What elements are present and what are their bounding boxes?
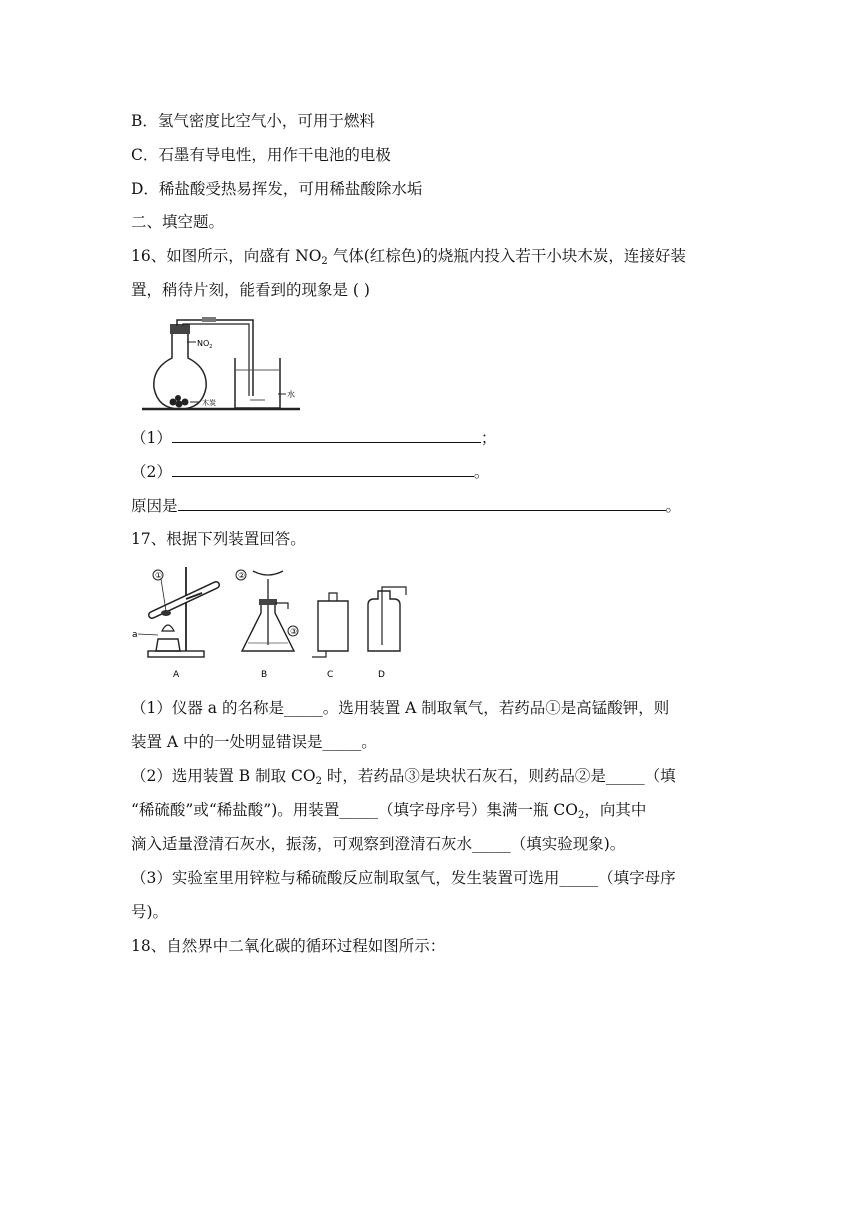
q16-line2: 置，稍待片刻，能看到的现象是 ( ) (131, 281, 370, 299)
answer-blank-1[interactable] (172, 426, 481, 443)
svg-text:a: a (132, 630, 138, 640)
option-b: B．氢气密度比空气小，可用于燃料 (131, 112, 375, 130)
svg-text:A: A (173, 670, 180, 680)
q17-p1-line2: 装置 A 中的一处明显错误是_____。 (131, 733, 377, 751)
answer-blank-2[interactable] (172, 460, 474, 477)
q16-blank-2: （2） 。 (131, 460, 489, 483)
svg-text:③: ③ (290, 627, 298, 636)
q18-title: 18、自然界中二氧化碳的循环过程如图所示： (131, 937, 446, 955)
svg-text:B: B (261, 670, 268, 680)
svg-text:C: C (327, 670, 334, 680)
q17-p3-line2: 号)。 (131, 903, 169, 921)
option-d: D．稀盐酸受热易挥发，可用稀盐酸除水垢 (131, 180, 423, 198)
q17-title: 17、根据下列装置回答。 (131, 530, 306, 548)
svg-text:NO2: $NO_2$ (197, 339, 213, 350)
svg-text:木炭: 木炭 (202, 399, 216, 407)
q17-p3-line1: （3）实验室里用锌粒与稀硫酸反应制取氢气，发生装置可选用_____（填字母序 (131, 869, 676, 887)
svg-text:①: ① (155, 571, 163, 580)
answer-blank-reason[interactable] (178, 494, 666, 511)
q16-reason: 原因是 。 (131, 494, 681, 517)
option-c: C．石墨有导电性，用作干电池的电极 (131, 146, 391, 164)
svg-text:水: 水 (287, 390, 295, 399)
svg-text:D: D (378, 670, 385, 680)
svg-text:②: ② (238, 571, 246, 580)
q16-line1: 16、如图所示，向盛有 $NO_2$ 气体(红棕色)的烧瓶内投入若干小块木炭，连接好装 (131, 247, 686, 267)
q17-p2-line1: （2）选用装置 B 制取 $CO_2$ 时，若药品③是块状石灰石，则药品②是_____（填 (131, 767, 676, 787)
q16-apparatus-figure (140, 314, 305, 412)
q17-p2-line2: “稀硫酸”或“稀盐酸”)。用装置_____（填字母序号）集满一瓶 $CO_2$，向其中 (131, 801, 647, 821)
q17-apparatus-figure (128, 565, 408, 683)
section-title: 二、填空题。 (131, 213, 225, 231)
q17-p1-line1: （1）仪器 a 的名称是_____。选用装置 A 制取氧气，若药品①是高锰酸钾，则 (131, 699, 670, 717)
q17-p2-line3: 滴入适量澄清石灰水，振荡，可观察到澄清石灰水_____（填实验现象)。 (131, 835, 626, 853)
q16-blank-1: （1） ； (131, 426, 496, 449)
